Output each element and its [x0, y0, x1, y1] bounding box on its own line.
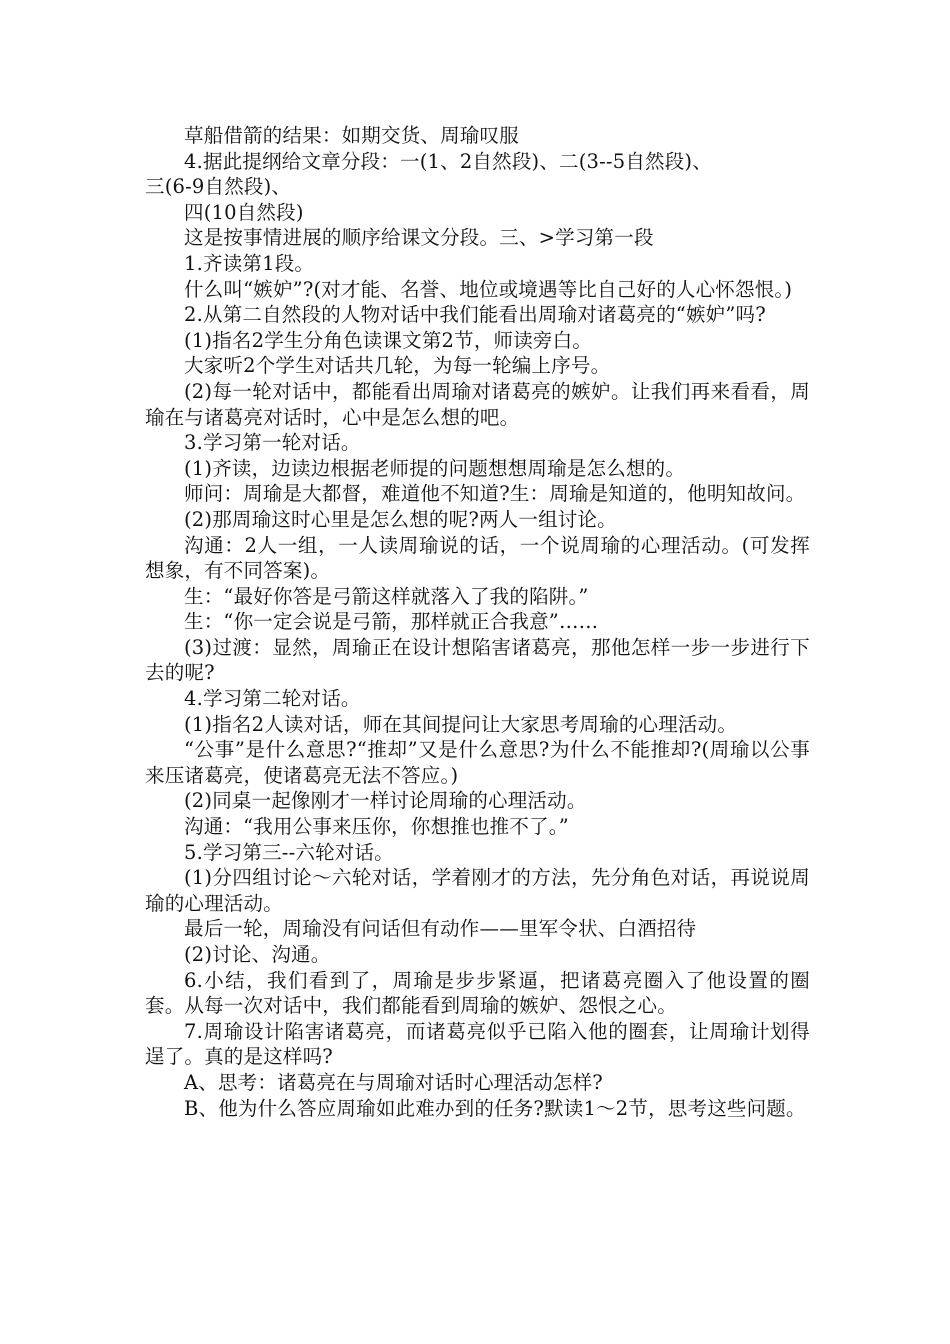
paragraph: 2.从第二自然段的人物对话中我们能看出周瑜对诸葛亮的“嫉妒”吗? — [184, 303, 766, 327]
paragraph: 草船借箭的结果：如期交货、周瑜叹服 — [184, 124, 519, 147]
paragraph: 4.据此提纲给文章分段：一(1、2自然段)、二(3--5自然段)、 — [184, 149, 712, 173]
paragraph: 这是按事情进展的顺序给课文分段。三、>学习第一段 — [184, 226, 654, 250]
paragraph: 生：“你一定会说是弓箭，那样就正合我意”…… — [184, 610, 599, 634]
paragraph: 三(6-9自然段)、 — [145, 175, 292, 199]
paragraph: (3)过渡：显然，周瑜正在设计想陷害诸葛亮，那他怎样一步一步进行下去的呢? — [145, 635, 810, 685]
paragraph: A、思考：诸葛亮在与周瑜对话时心理活动怎样? — [184, 1070, 603, 1094]
paragraph: 5.学习第三--六轮对话。 — [184, 840, 394, 864]
paragraph: (2)那周瑜这时心里是怎么想的呢?两人一组讨论。 — [184, 507, 617, 531]
paragraph: (2)讨论、沟通。 — [184, 943, 331, 966]
paragraph: 生：“最好你答是弓箭这样就落入了我的陷阱。” — [184, 584, 589, 608]
document-body — [145, 123, 810, 1121]
paragraph: (2)同桌一起像刚才一样讨论周瑜的心理活动。 — [184, 789, 587, 813]
paragraph: 师问：周瑜是大都督，难道他不知道?生：周瑜是知道的，他明知故问。 — [184, 482, 806, 506]
paragraph: 最后一轮，周瑜没有问话但有动作——里军令状、白酒招待 — [184, 917, 697, 941]
paragraph: 什么叫“嫉妒”?(对才能、名誉、地位或境遇等比自己好的人心怀怨恨。) — [184, 277, 793, 301]
paragraph: 4.学习第二轮对话。 — [184, 687, 361, 711]
paragraph: (1)齐读，边读边根据老师提的问题想想周瑜是怎么想的。 — [184, 456, 686, 480]
paragraph: 6.小结，我们看到了，周瑜是步步紧逼，把诸葛亮圈入了他设置的圈套。从每一次对话中，我们都能看到周瑜的嫉妒、怨恨之心。 — [145, 968, 810, 1018]
paragraph: 7.周瑜设计陷害诸葛亮，而诸葛亮似乎已陷入他的圈套，让周瑜计划得逞了。真的是这样吗? — [145, 1019, 810, 1069]
paragraph: (1)分四组讨论～六轮对话，学着刚才的方法，先分角色对话，再说说周瑜的心理活动。 — [145, 866, 810, 915]
paragraph: (1)指名2学生分角色读课文第2节，师读旁白。 — [184, 328, 593, 352]
paragraph: 大家听2个学生对话共几轮，为每一轮编上序号。 — [184, 354, 611, 378]
paragraph: 1.齐读第1段。 — [184, 251, 315, 275]
paragraph: B、他为什么答应周瑜如此难办到的任务?默读1～2节，思考这些问题。 — [184, 1096, 806, 1120]
paragraph: “公事”是什么意思?“推却”又是什么意思?为什么不能推却?(周瑜以公事来压诸葛亮，使诸葛亮无法不答应。) — [145, 738, 810, 787]
paragraph: 3.学习第一轮对话。 — [184, 431, 361, 455]
paragraph: (2)每一轮对话中，都能看出周瑜对诸葛亮的嫉妒。让我们再来看看，周瑜在与诸葛亮对话时，心中是怎么想的吧。 — [145, 379, 810, 429]
paragraph: (1)指名2人读对话，师在其间提问让大家思考周瑜的心理活动。 — [184, 712, 738, 736]
paragraph: 四(10自然段) — [184, 200, 304, 224]
paragraph: 沟通：2人一组，一人读周瑜说的话，一个说周瑜的心理活动。(可发挥想象，有不同答案)。 — [145, 533, 810, 583]
paragraph: 沟通：“我用公事来压你，你想推也推不了。” — [184, 815, 569, 839]
